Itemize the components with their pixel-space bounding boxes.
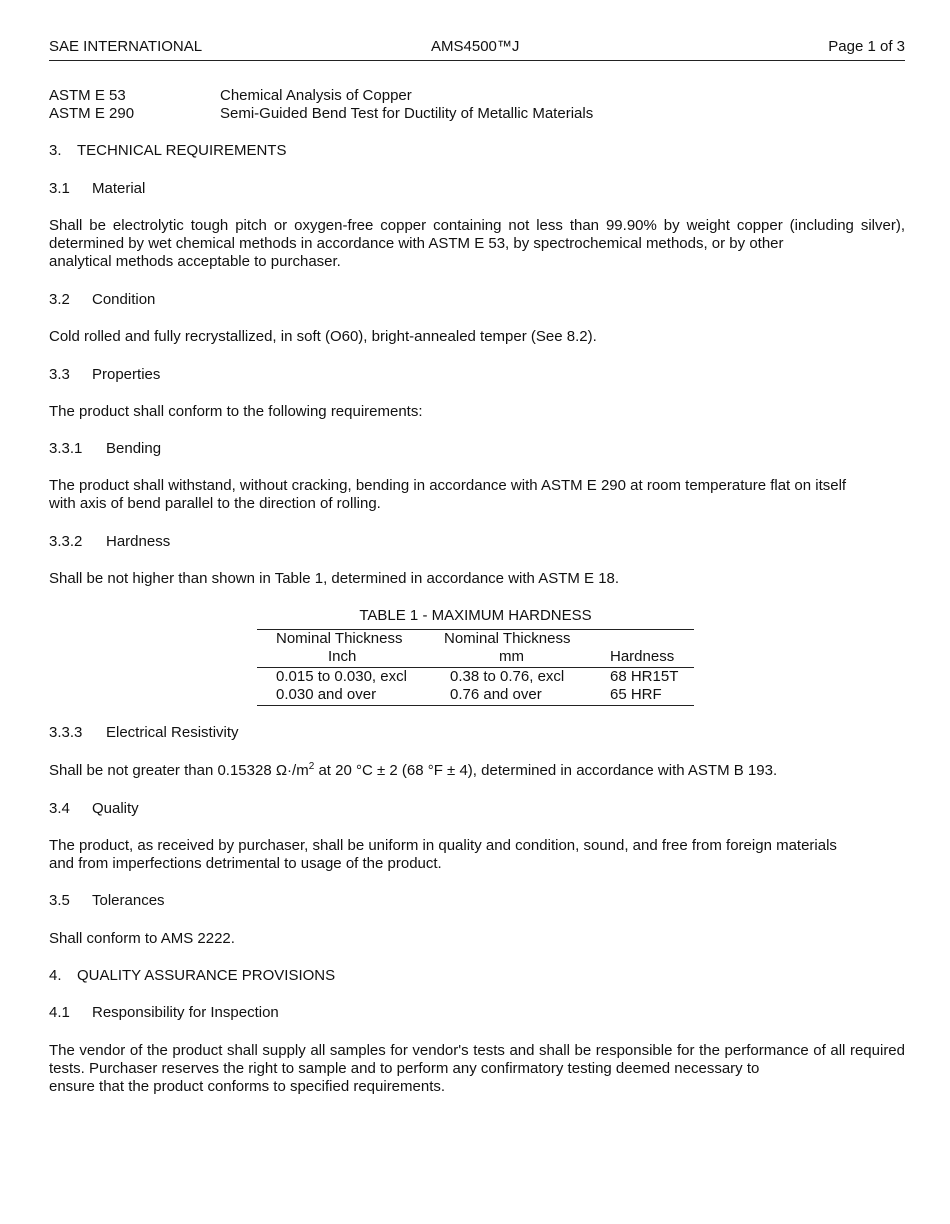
section-number: 3.2 xyxy=(49,291,70,308)
reference-title: Semi-Guided Bend Test for Ductility of Metallic Materials xyxy=(220,105,594,122)
hardness-table xyxy=(257,607,694,706)
reference-code: ASTM E 290 xyxy=(49,105,135,122)
section-number: 3.3.3 xyxy=(49,724,83,741)
section-heading-3-1 xyxy=(49,180,145,198)
section-title: Electrical Resistivity xyxy=(106,724,239,741)
table-title: TABLE 1 - MAXIMUM HARDNESS xyxy=(257,607,694,630)
section-body-4-1 xyxy=(49,1042,905,1096)
section-body-3-4 xyxy=(49,837,905,873)
section-title: Quality xyxy=(92,800,139,817)
section-body-3-1 xyxy=(49,217,905,271)
section-body-3-3-1 xyxy=(49,477,905,513)
section-title: Responsibility for Inspection xyxy=(92,1004,279,1021)
section-heading-3-5 xyxy=(49,892,165,910)
table-header-row xyxy=(257,648,694,668)
section-heading-3-3-1 xyxy=(49,440,161,458)
section-number: 3.3.2 xyxy=(49,533,83,550)
section-body-3-3: The product shall conform to the following requirements: xyxy=(49,403,423,420)
section-body-3-3-3 xyxy=(49,762,777,780)
section-title: Material xyxy=(92,180,146,197)
section-body-3-3-2: Shall be not higher than shown in Table 1, determined in accordance with ASTM E 18. xyxy=(49,570,620,587)
paragraph-last-line: and from imperfections detrimental to usage of the product. xyxy=(49,855,442,872)
paragraph-last-line: analytical methods acceptable to purchaser. xyxy=(49,253,341,270)
column-header: Hardness xyxy=(610,648,675,665)
section-body-3-5: Shall conform to AMS 2222. xyxy=(49,930,235,947)
resistivity-text-tail: at 20 °C ± 2 (68 °F ± 4), determined in accordance with ASTM B 193. xyxy=(314,762,778,779)
paragraph-text: The vendor of the product shall supply all samples for vendor's tests and shall be responsible for the performance of all required tests. Purchaser reserves the right to sample and to perform any confirmatory testing deemed necessary to xyxy=(49,1042,905,1077)
reference-title: Chemical Analysis of Copper xyxy=(220,87,412,104)
reference-code: ASTM E 53 xyxy=(49,87,126,104)
section-heading-3-3-3 xyxy=(49,724,239,742)
section-number: 3. xyxy=(49,142,62,159)
table-cell: 0.76 and over xyxy=(450,686,542,703)
section-heading-3-3-2 xyxy=(49,533,170,551)
table-cell: 0.38 to 0.76, excl xyxy=(450,668,565,685)
paragraph-text: The product, as received by purchaser, shall be uniform in quality and condition, sound, and free from foreign materials xyxy=(49,837,837,854)
resistivity-text: Shall be not greater than 0.15328 Ω·/m xyxy=(49,762,309,779)
superscript: 2 xyxy=(308,761,315,772)
table-row xyxy=(257,668,694,686)
column-header: Nominal Thickness xyxy=(444,630,571,647)
section-number: 3.3 xyxy=(49,366,70,383)
column-header: Inch xyxy=(328,648,357,665)
table-cell: 68 HR15T xyxy=(610,668,679,685)
section-number: 4. xyxy=(49,967,62,984)
paragraph-last-line: with axis of bend parallel to the direction of rolling. xyxy=(49,495,381,512)
section-title: Condition xyxy=(92,291,156,308)
paragraph-text: Shall be electrolytic tough pitch or oxygen-free copper containing not less than 99.90% by weight copper (including silver), determined by wet chemical methods in accordance with ASTM E 53, by spectrochemical methods, or by other xyxy=(49,217,905,252)
header-org: SAE INTERNATIONAL xyxy=(49,38,203,55)
table-header-row xyxy=(257,630,694,648)
section-heading-4 xyxy=(49,967,335,985)
column-header: Nominal Thickness xyxy=(276,630,403,647)
header-page-number: Page 1 of 3 xyxy=(828,38,905,55)
table-cell: 65 HRF xyxy=(610,686,662,703)
paragraph-text: The product shall withstand, without cracking, bending in accordance with ASTM E 290 at room temperature flat on itself xyxy=(49,477,847,494)
section-heading-3-4 xyxy=(49,800,139,818)
section-number: 3.3.1 xyxy=(49,440,83,457)
section-number: 3.4 xyxy=(49,800,70,817)
section-title: Tolerances xyxy=(92,892,165,909)
page-header xyxy=(49,38,905,61)
table-cell: 0.030 and over xyxy=(276,686,377,703)
section-body-3-2: Cold rolled and fully recrystallized, in soft (O60), bright-annealed temper (See 8.2). xyxy=(49,328,597,345)
section-heading-4-1 xyxy=(49,1004,279,1022)
section-heading-3-3 xyxy=(49,366,160,384)
section-heading-3 xyxy=(49,142,286,160)
section-heading-3-2 xyxy=(49,291,155,309)
section-number: 3.5 xyxy=(49,892,70,909)
section-number: 4.1 xyxy=(49,1004,70,1021)
section-title: Properties xyxy=(92,366,161,383)
section-title: TECHNICAL REQUIREMENTS xyxy=(77,142,287,159)
header-doc-id: AMS4500™J xyxy=(431,38,520,55)
paragraph-last-line: ensure that the product conforms to specified requirements. xyxy=(49,1078,446,1095)
table-cell: 0.015 to 0.030, excl xyxy=(276,668,407,685)
column-header: mm xyxy=(499,648,524,665)
section-title: Hardness xyxy=(106,533,171,550)
table-row xyxy=(257,686,694,706)
section-title: Bending xyxy=(106,440,162,457)
section-title: QUALITY ASSURANCE PROVISIONS xyxy=(77,967,336,984)
section-number: 3.1 xyxy=(49,180,70,197)
